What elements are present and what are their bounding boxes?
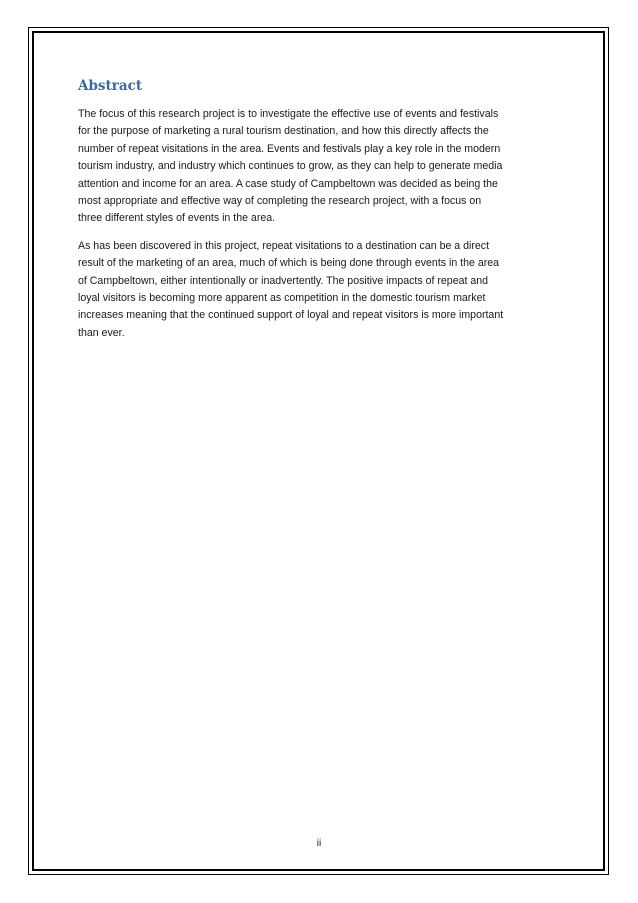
text-line: loyal visitors is becoming more apparent as competition in the domestic tourism market (78, 292, 486, 305)
text-line: tourism industry, and industry which continues to grow, as they can help to generate media (78, 160, 503, 173)
text-line: attention and income for an area. A case study of Campbeltown was decided as being the (78, 177, 498, 190)
document-body (78, 75, 558, 352)
page-number: ii (316, 838, 322, 849)
text-line: most appropriate and effective way of completing the research project, with a focus on (78, 195, 482, 208)
text-line: three different styles of events in the area. (78, 212, 276, 225)
text-line: of Campbeltown, either intentionally or inadvertently. The positive impacts of repeat and (78, 274, 489, 287)
text-line: The focus of this research project is to investigate the effective use of events and festivals (78, 108, 499, 120)
text-line: for the purpose of marketing a rural tourism destination, and how this directly affects the (78, 125, 489, 138)
text-line: number of repeat visitations in the area. Events and festivals play a key role in the modern (78, 142, 501, 155)
text-line: increases meaning that the continued support of loyal and repeat visitors is more important (78, 309, 504, 322)
paragraph-1 (78, 106, 558, 228)
text-line: result of the marketing of an area, much of which is being done through events in the area (78, 257, 500, 270)
text-line: than ever. (78, 326, 125, 339)
section-heading: Abstract (78, 78, 143, 94)
text-line: As has been discovered in this project, repeat visitations to a destination can be a direct (78, 239, 490, 252)
paragraph-2 (78, 238, 558, 342)
